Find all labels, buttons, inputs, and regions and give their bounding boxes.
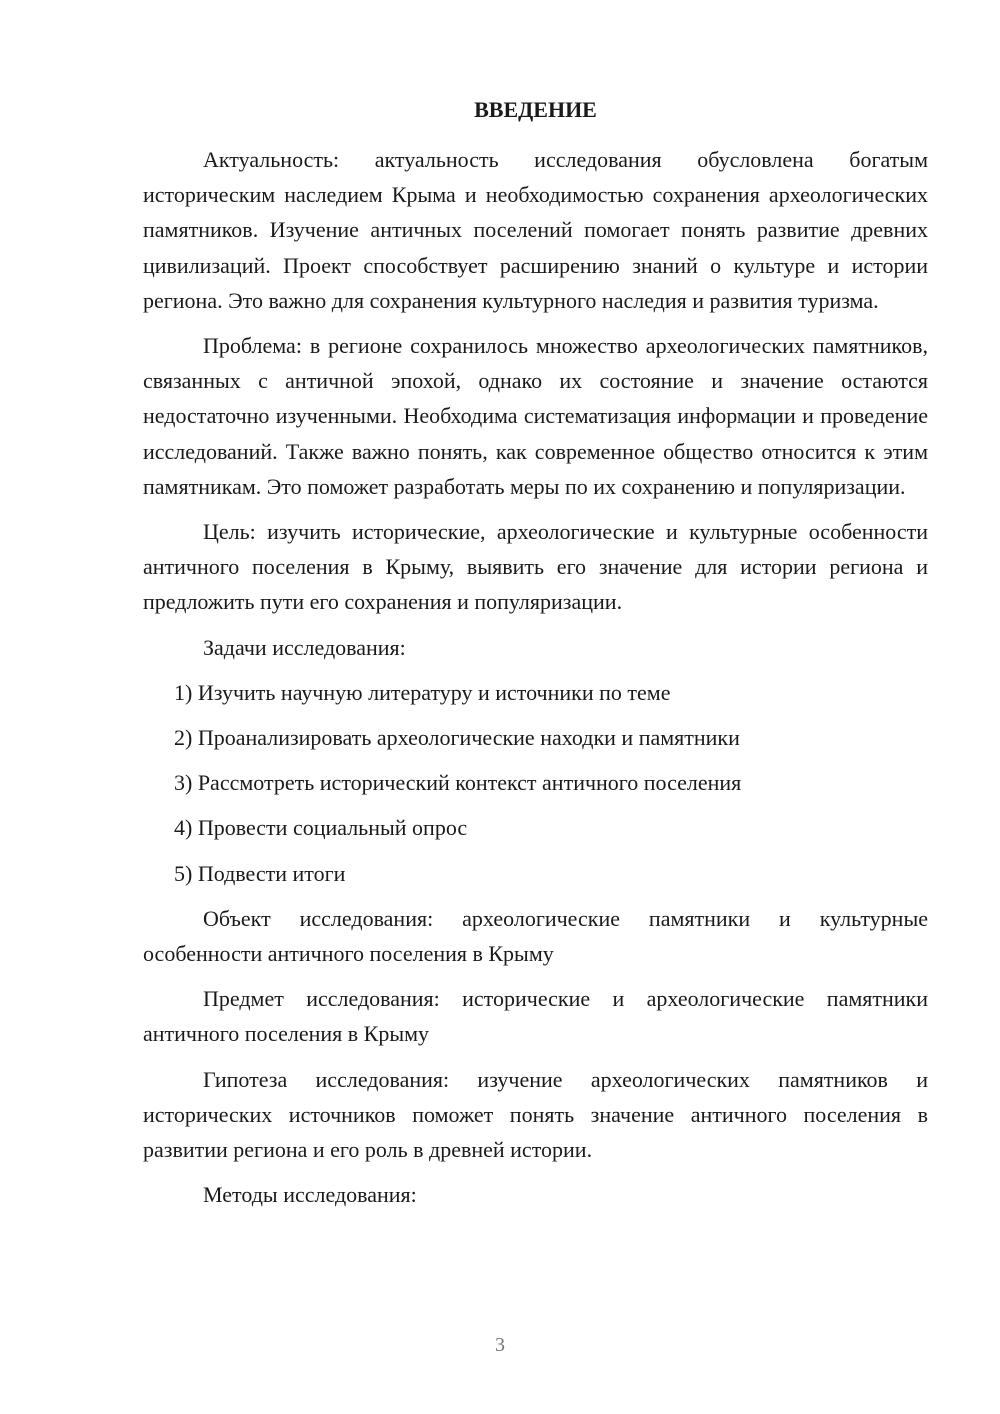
problem-paragraph: Проблема: в регионе сохранилось множество археологических памятников, связанных с античной эпохой, однако их состояние и значение остаются недостаточно изученными. Необходима систематизация информации и проведение исследований. Также важно понять, как современное общество относится к этим памятникам. Это поможет разработать меры по их сохранению и популяризации. (143, 333, 928, 499)
hypothesis-paragraph: Гипотеза исследования: изучение археологических памятников и исторических источников поможет понять значение античного поселения в развитии региона и его роль в древней истории. (143, 1066, 928, 1163)
task-item-3: 3) Рассмотреть исторический контекст античного поселения (174, 770, 742, 796)
relevance-paragraph: Актуальность: актуальность исследования обусловлена богатым историческим наследием Крыма и необходимостью сохранения археологических памятников. Изучение античных поселений помогает понять развитие древних цивилизаций. Проект способствует расширению знаний о культуре и истории региона. Это важно для сохранения культурного наследия и развития туризма. (143, 147, 928, 313)
object-paragraph: Объект исследования: археологические памятники и культурные особенности античного поселения в Крыму (143, 905, 928, 967)
document-page (143, 95, 928, 1222)
goal-paragraph: Цель: изучить исторические, археологические и культурные особенности античного поселения в Крыму, выявить его значение для истории региона и предложить пути его сохранения и популяризации. (143, 519, 928, 615)
task-item-2: 2) Проанализировать археологические находки и памятники (174, 725, 740, 751)
tasks-list (143, 675, 928, 891)
page-number: 3 (495, 1334, 505, 1356)
subject-paragraph: Предмет исследования: исторические и археологические памятники античного поселения в Крыму (143, 986, 928, 1047)
methods-heading: Методы исследования: (203, 1182, 417, 1208)
task-item-4: 4) Провести социальный опрос (174, 815, 468, 841)
task-item-5: 5) Подвести итоги (174, 860, 346, 886)
tasks-heading: Задачи исследования: (203, 634, 406, 660)
task-item-1: 1) Изучить научную литературу и источники по теме (174, 679, 671, 705)
section-title: ВВЕДЕНИЕ (474, 97, 597, 122)
